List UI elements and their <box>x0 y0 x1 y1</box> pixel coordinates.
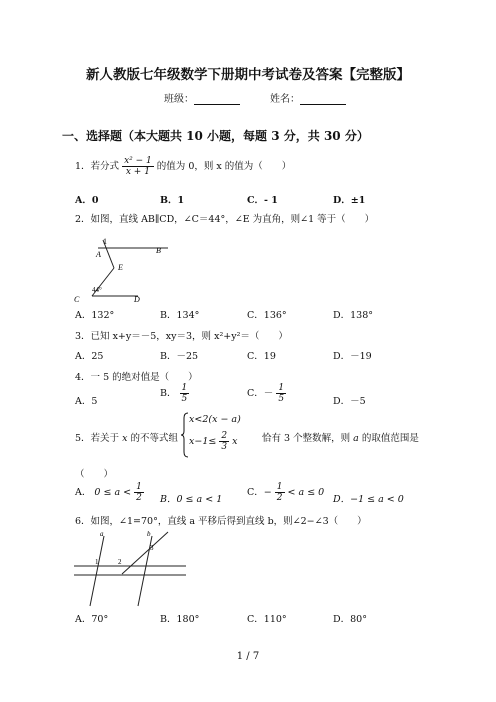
q5-option-c <box>247 482 324 503</box>
question-5-lead <box>75 430 178 444</box>
q1-numerator: x² − 1 <box>124 156 152 166</box>
q6-option-c: C．110° <box>247 614 287 625</box>
q5-c-frac <box>275 482 285 503</box>
q5-option-b: B．0 ≤ a < 1 <box>160 494 223 505</box>
q5-c-den: 2 <box>276 493 283 503</box>
q6-figure <box>70 528 190 608</box>
q5-ineq-2-post: x <box>232 436 238 447</box>
q4-option-d: D．－5 <box>333 396 366 407</box>
question-5-tail <box>262 430 419 444</box>
q3-option-c: C．19 <box>247 351 276 362</box>
q5-var-a: a <box>353 433 359 444</box>
q5-c-body: < a ≤ 0 <box>287 487 325 498</box>
q2-figure <box>70 228 180 308</box>
q3-option-b: B．－25 <box>160 351 199 362</box>
q5-a-num: 1 <box>136 482 142 492</box>
q5-ineq-2-frac <box>219 431 229 452</box>
section-heading: 一、选择题（本大题共 10 小题，每题 3 分，共 30 分） <box>62 129 369 143</box>
q1-prefix: 1．若分式 <box>75 161 120 172</box>
name-label: 姓名： <box>270 94 300 105</box>
q5-var-x: x <box>122 433 128 444</box>
class-field <box>164 90 240 105</box>
q1-option-a: A．0 <box>75 195 99 206</box>
q5-a-label: A． <box>75 487 92 498</box>
q5-ineq-2-den: 3 <box>221 442 228 452</box>
q3-option-d: D．－19 <box>333 351 372 362</box>
q2-option-c: C．136° <box>247 310 287 321</box>
q4-c-num: 1 <box>278 383 285 393</box>
label-c: C <box>74 295 80 304</box>
q4-b-num: 1 <box>181 383 188 393</box>
q1-suffix: 的值为 0，则 x 的值为（ ） <box>156 161 292 172</box>
q5-c-label: C．− <box>247 487 272 498</box>
q6-option-a: A．70° <box>75 614 109 625</box>
label-b: B <box>156 246 161 255</box>
q4-option-b <box>160 383 189 404</box>
class-label: 班级： <box>164 94 194 105</box>
q4-option-c <box>247 383 286 404</box>
q5-a-den: 2 <box>136 493 142 503</box>
q4-b-den: 5 <box>181 394 188 404</box>
question-6: 6．如图，∠1=70°，直线 a 平移后得到直线 b，则∠2−∠3（ ） <box>75 516 367 527</box>
label-b: b <box>147 530 151 538</box>
page-title: 新人教版七年级数学下册期中考试卷及答案【完整版】 <box>86 67 410 83</box>
q5-ineq-1: x<2(x − a) <box>189 414 241 425</box>
question-2: 2．如图，直线 AB∥CD，∠C＝44°，∠E 为直角，则∠1 等于（ ） <box>75 214 375 225</box>
q2-option-b: B．134° <box>160 310 200 321</box>
q4-option-c-label: C．－ <box>247 388 274 399</box>
q1-fraction <box>122 156 154 177</box>
label-3: 3 <box>150 544 154 552</box>
q2-option-a: A．132° <box>75 310 115 321</box>
question-4: 4．一 5 的绝对值是（ ） <box>75 372 198 383</box>
q5-mid: 的不等式组 <box>130 433 178 444</box>
q4-c-den: 5 <box>278 394 285 404</box>
q5-ineq-2-num: 2 <box>221 431 228 441</box>
question-3: 3．已知 x+y＝－5，xy＝3，则 x²+y²＝（ ） <box>75 331 288 342</box>
q5-a-frac <box>134 482 144 503</box>
question-1 <box>75 156 291 177</box>
q5-option-d: D．−1 ≤ a < 0 <box>333 494 404 505</box>
q5-paren: （ ） <box>75 469 114 480</box>
q5-brace <box>181 412 189 458</box>
q4-option-a: A．5 <box>75 396 98 407</box>
q5-option-a <box>75 482 144 503</box>
q5-suffix: 恰有 3 个整数解，则 <box>262 433 351 444</box>
q6-option-d: D．80° <box>333 614 367 625</box>
q2-option-d: D．138° <box>333 310 373 321</box>
q5-ineq-2-pre: x−1≤ <box>189 436 217 447</box>
label-a: A <box>96 250 101 259</box>
name-blank <box>300 94 346 105</box>
label-1: 1 <box>103 237 107 246</box>
q4-fraction-b <box>180 383 190 404</box>
q5-c-num: 1 <box>276 482 283 492</box>
q5-ineq-2 <box>189 431 237 452</box>
class-blank <box>194 94 240 105</box>
label-1: 1 <box>95 558 99 566</box>
label-2: 2 <box>118 558 122 566</box>
page-number: 1 / 7 <box>236 651 260 662</box>
q4-option-b-label: B． <box>160 388 177 399</box>
q6-option-b: B．180° <box>160 614 200 625</box>
label-angle: 44° <box>92 286 102 294</box>
transversal <box>122 532 168 574</box>
label-a: a <box>100 530 104 538</box>
label-d: D <box>134 295 140 304</box>
q4-fraction-c <box>276 383 286 404</box>
q1-option-d: D．±1 <box>333 195 366 206</box>
q5-suffix2: 的取值范围是 <box>361 433 419 444</box>
q5-prefix: 5．若关于 <box>75 433 120 444</box>
line-a <box>90 536 104 606</box>
q3-option-a: A．25 <box>75 351 104 362</box>
label-e: E <box>118 263 123 272</box>
q1-option-b: B．1 <box>160 195 185 206</box>
name-field <box>270 90 346 105</box>
q5-a-body: 0 ≤ a < <box>94 487 132 498</box>
q1-denominator: x + 1 <box>125 167 150 177</box>
q1-option-c: C．- 1 <box>247 195 278 206</box>
